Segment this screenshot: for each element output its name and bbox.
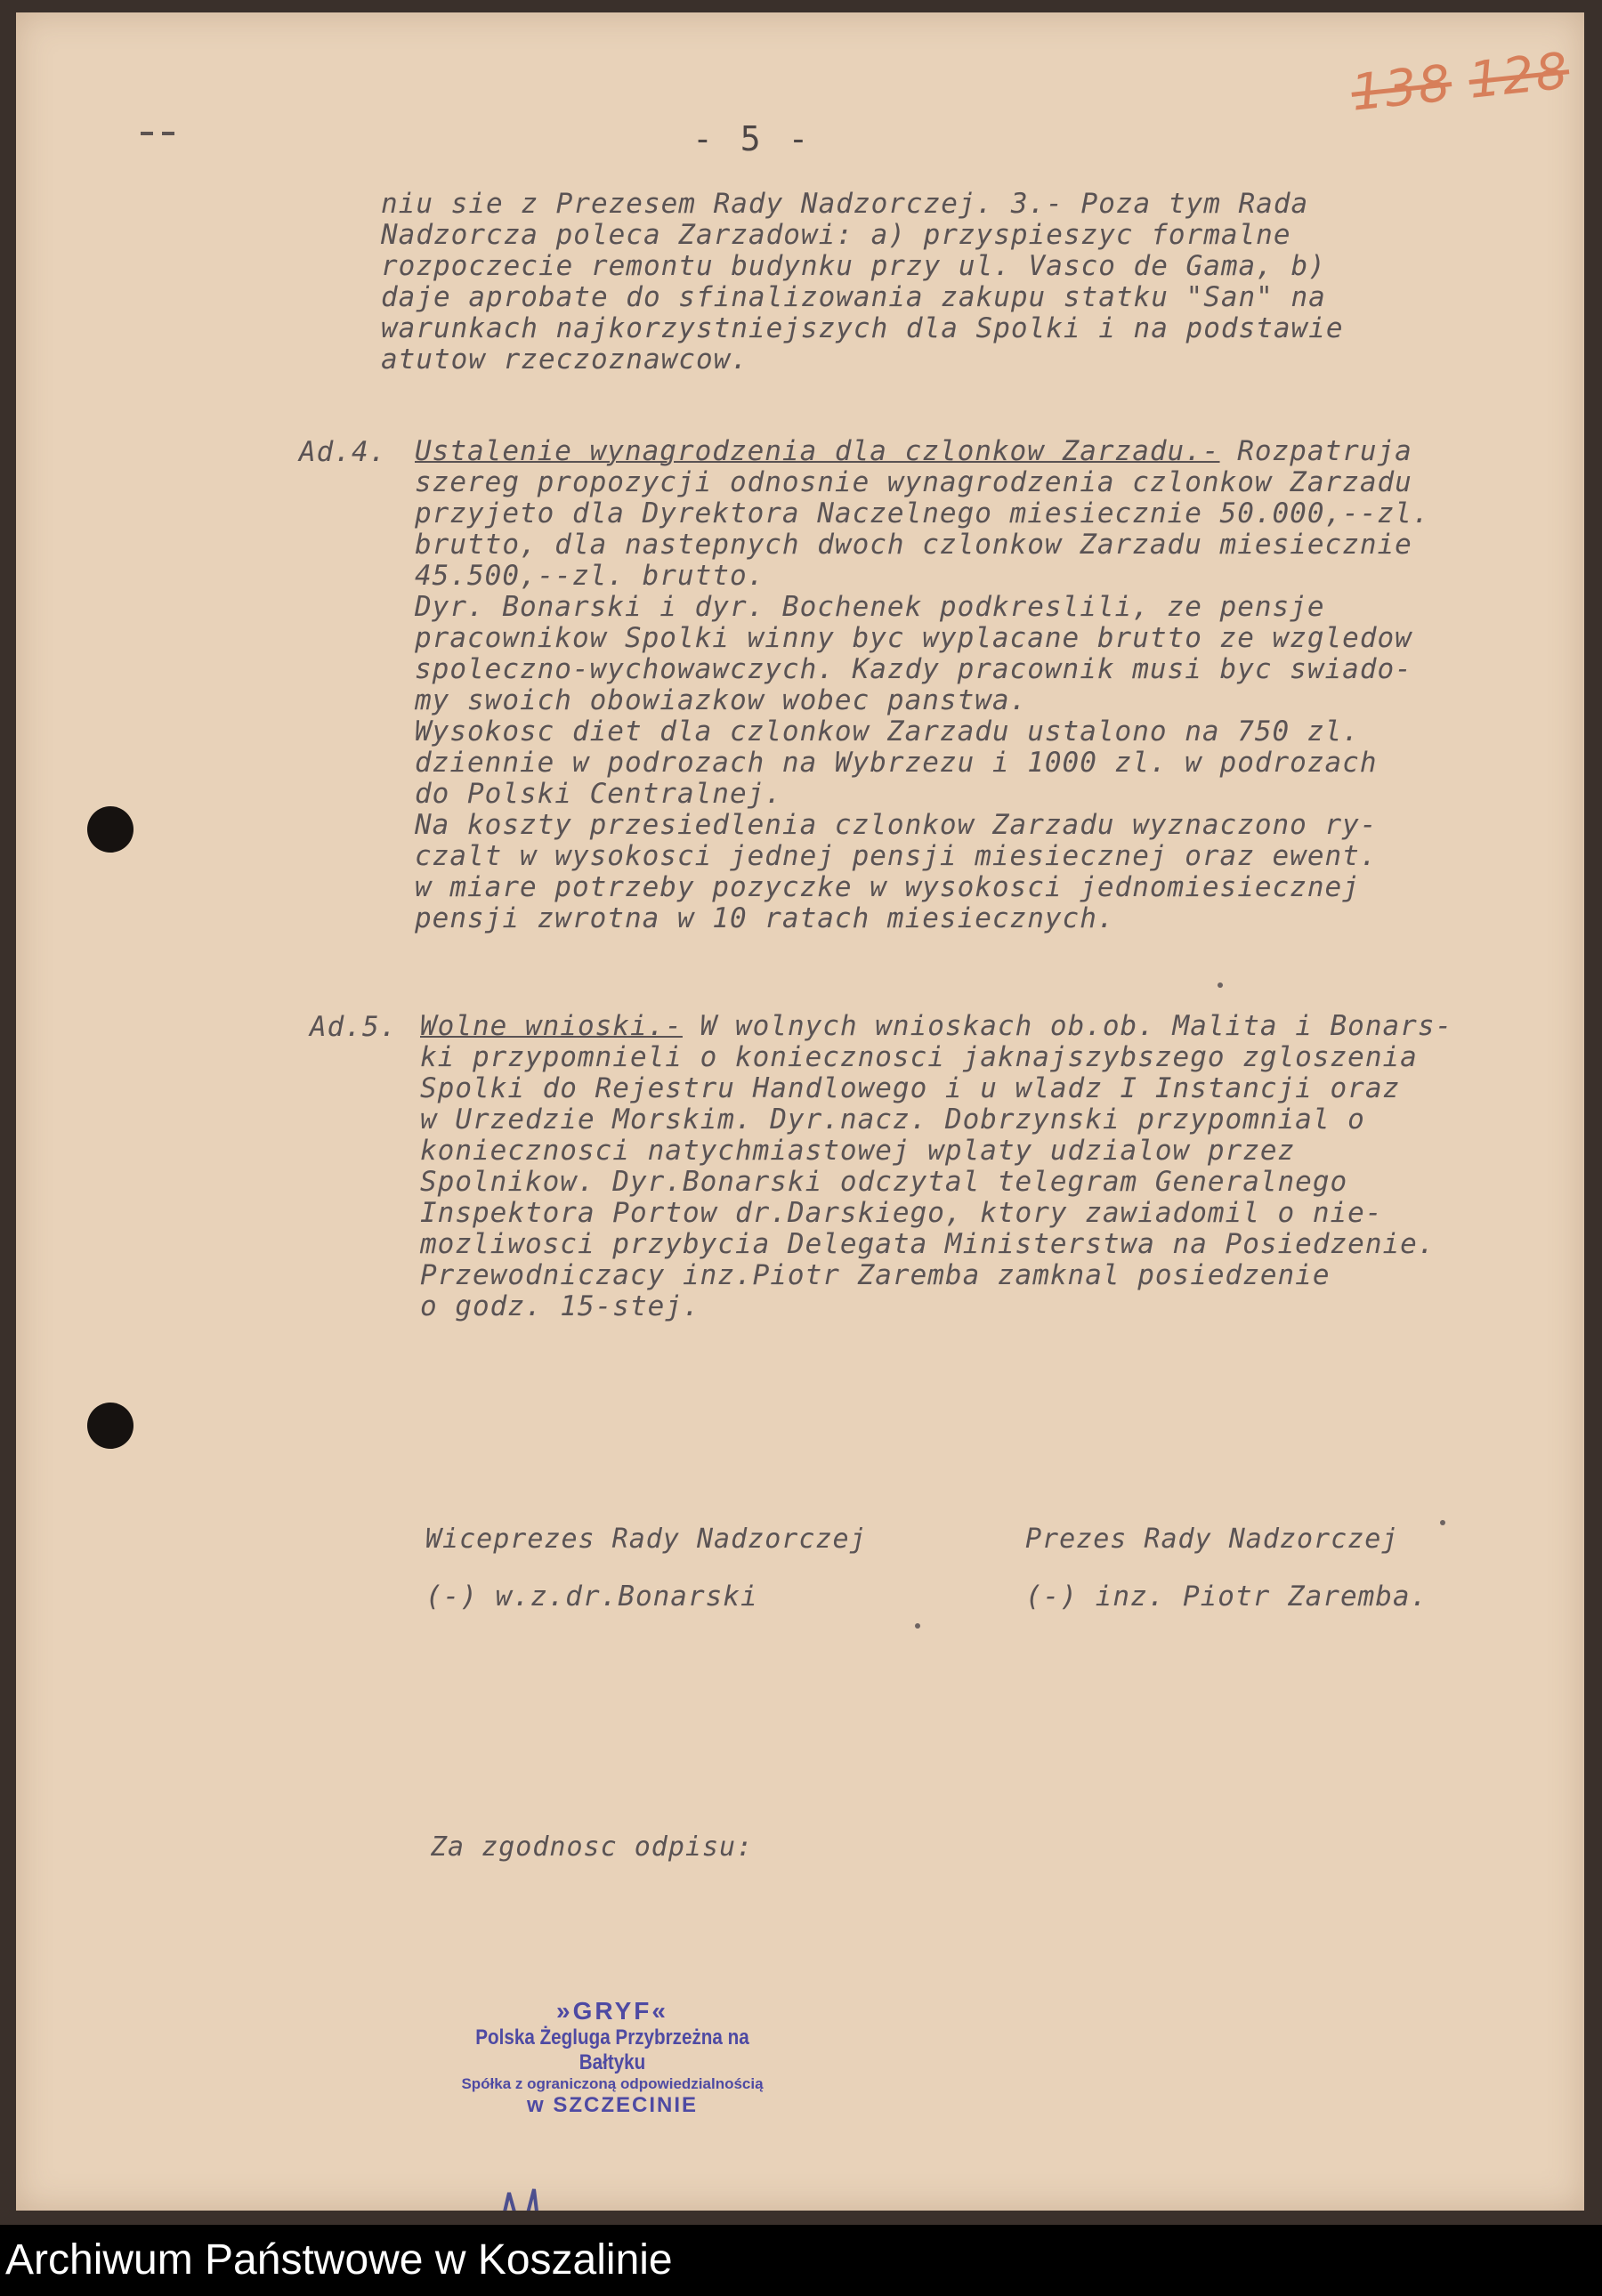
text-line: mozliwosci przybycia Delegata Ministerstwa na Posiedzenie. xyxy=(420,1228,1436,1260)
paper-speck xyxy=(1218,982,1223,988)
signature-left-name: (-) w.z.dr.Bonarski xyxy=(425,1581,758,1613)
item-4-label: Ad.4. xyxy=(299,436,387,468)
text-line: niu sie z Prezesem Rady Nadzorczej. 3.- Poza tym Rada xyxy=(381,188,1309,220)
handwritten-signature xyxy=(479,2166,710,2211)
margin-mark xyxy=(141,132,153,135)
text-line: 45.500,--zl. brutto. xyxy=(415,560,765,592)
company-stamp xyxy=(417,1997,808,2118)
signature-right xyxy=(1025,1524,1428,1613)
stamp-line-3: Spółka z ograniczoną odpowiedzialnością xyxy=(461,2075,764,2092)
signature-right-title: Prezes Rady Nadzorczej xyxy=(1025,1524,1399,1555)
document-page xyxy=(16,12,1584,2211)
text-line: brutto, dla nastepnych dwoch czlonkow Zarzadu miesiecznie xyxy=(415,529,1412,561)
item-5-first-line-rest: W wolnych wnioskach ob.ob. Malita i Bonars- xyxy=(682,1010,1453,1042)
folio-struck: 138 xyxy=(1348,54,1455,123)
text-line: Wysokosc diet dla czlonkow Zarzadu ustalono na 750 zl. xyxy=(415,715,1360,748)
stamp-line-2: Polska Żegluga Przybrzeżna na Bałtyku xyxy=(475,2025,749,2074)
text-line: do Polski Centralnej. xyxy=(415,778,782,810)
text-line: Dyr. Bonarski i dyr. Bochenek podkreslili, ze pensje xyxy=(415,591,1325,623)
item-4-first-line-rest: Rozpatruja xyxy=(1219,435,1412,467)
text-line: Przewodniczacy inz.Piotr Zaremba zamknal posiedzenie xyxy=(420,1259,1331,1291)
stamp-line-1: »GRYF« xyxy=(556,1997,668,2025)
text-line: dziennie w podrozach na Wybrzezu i 1000 zl. w podrozach xyxy=(415,747,1378,779)
signature-left-title: Wiceprezes Rady Nadzorczej xyxy=(425,1524,867,1555)
archive-footer xyxy=(0,2225,1602,2296)
item-4-heading: Ustalenie wynagrodzenia dla czlonkow Zarzadu.- xyxy=(415,435,1220,467)
punch-hole xyxy=(87,806,134,853)
text-line: daje aprobate do sfinalizowania zakupu statku "San" na xyxy=(381,281,1326,313)
text-line: w Urzedzie Morskim. Dyr.nacz. Dobrzynski przypomnial o xyxy=(420,1104,1365,1136)
page-number: - 5 - xyxy=(692,119,813,158)
text-line: atutow rzeczoznawcow. xyxy=(381,344,748,376)
text-line: Inspektora Portow dr.Darskiego, ktory zawiadomil o nie- xyxy=(420,1197,1383,1229)
text-line: Spolnikow. Dyr.Bonarski odczytal telegram Generalnego xyxy=(420,1166,1348,1198)
signature-right-name: (-) inz. Piotr Zaremba. xyxy=(1025,1581,1428,1613)
text-line: my swoich obowiazkow wobec panstwa. xyxy=(415,684,1028,716)
item-4-paragraph xyxy=(415,436,1430,934)
text-line: Spolki do Rejestru Handlowego i u wladz I Instancji oraz xyxy=(420,1072,1401,1104)
item-5-label: Ad.5. xyxy=(310,1011,398,1043)
text-line: Nadzorcza poleca Zarzadowi: a) przyspieszyc formalne xyxy=(381,219,1291,251)
margin-mark xyxy=(162,132,174,135)
item-4-first-line xyxy=(415,436,1430,467)
folio-number xyxy=(1348,42,1572,122)
item-5-paragraph xyxy=(420,1011,1452,1322)
text-line: szereg propozycji odnosnie wynagrodzenia czlonkow Zarzadu xyxy=(415,466,1412,498)
text-line: koniecznosci natychmiastowej wplaty udzialow przez xyxy=(420,1135,1296,1167)
text-line: czalt w wysokosci jednej pensji miesiecznej oraz ewent. xyxy=(415,840,1378,872)
signature-left xyxy=(425,1524,867,1613)
stamp-line-4: w SZCZECINIE xyxy=(526,2093,698,2117)
text-line: Na koszty przesiedlenia czlonkow Zarzadu wyznaczono ry- xyxy=(415,809,1378,841)
paper-speck xyxy=(915,1623,920,1629)
text-line: o godz. 15-stej. xyxy=(420,1290,700,1322)
text-line: w miare potrzeby pozyczke w wysokosci jednomiesiecznej xyxy=(415,871,1360,903)
text-line: przyjeto dla Dyrektora Naczelnego miesiecznie 50.000,--zl. xyxy=(415,497,1430,530)
continuation-paragraph xyxy=(381,189,1344,376)
paper-speck xyxy=(1440,1520,1445,1525)
text-line: warunkach najkorzystniejszych dla Spolki i na podstawie xyxy=(381,312,1344,344)
certification-line: Za zgodnosc odpisu: xyxy=(431,1831,754,1863)
text-line: rozpoczecie remontu budynku przy ul. Vasco de Gama, b) xyxy=(381,250,1326,282)
punch-hole xyxy=(87,1403,134,1449)
text-line: ki przypomnieli o koniecznosci jaknajszybszego zgloszenia xyxy=(420,1041,1418,1073)
text-line: pracownikow Spolki winny byc wyplacane brutto ze wzgledow xyxy=(415,622,1412,654)
text-line: spoleczno-wychowawczych. Kazdy pracownik musi byc swiado- xyxy=(415,653,1412,685)
archive-name: Archiwum Państwowe w Koszalinie xyxy=(5,2236,673,2284)
text-line: pensji zwrotna w 10 ratach miesiecznych. xyxy=(415,902,1115,934)
folio-current: 128 xyxy=(1466,42,1573,110)
item-5-heading: Wolne wnioski.- xyxy=(420,1010,683,1042)
item-5-first-line xyxy=(420,1011,1452,1042)
